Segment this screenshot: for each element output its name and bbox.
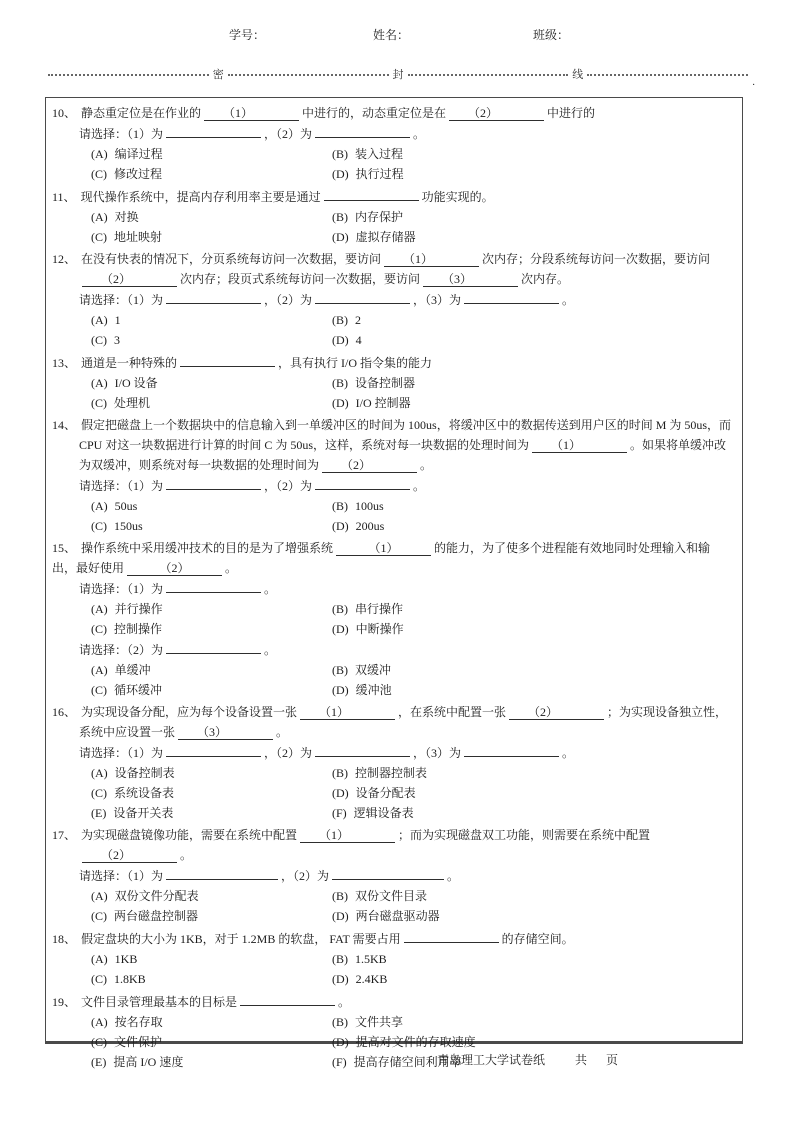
option-A bbox=[91, 886, 332, 906]
option-label: (F) bbox=[332, 1055, 347, 1069]
option-label: (D) bbox=[332, 167, 349, 181]
option-B bbox=[332, 949, 734, 969]
option-B bbox=[332, 207, 734, 227]
stem-text: 次内存；段页式系统每访问一次数据，要访问 bbox=[180, 272, 421, 286]
option-label: (E) bbox=[91, 1055, 107, 1069]
option-text: 中断操作 bbox=[355, 622, 404, 636]
option-D bbox=[332, 516, 734, 536]
option-A bbox=[91, 144, 332, 164]
option-B bbox=[332, 310, 734, 330]
question-number: 13、 bbox=[52, 356, 77, 370]
stem-text: ；而为实现磁盘双工功能，则需要在系统中配置 bbox=[398, 828, 651, 842]
option-text: 2 bbox=[355, 313, 361, 327]
blank-underline bbox=[315, 123, 410, 138]
blank-underline bbox=[315, 475, 410, 490]
option-label: (D) bbox=[332, 909, 349, 923]
paper-name: 青岛理工大学试卷纸 bbox=[437, 1053, 546, 1067]
option-text: 1 bbox=[114, 313, 121, 327]
question-15 bbox=[52, 538, 734, 700]
option-B bbox=[332, 496, 734, 516]
question-number: 15、 bbox=[52, 541, 77, 555]
option-D bbox=[332, 783, 734, 803]
stem-text: 假定把磁盘上一个数据块中的信息输入到一单缓冲区的时间为 100us，将缓冲区中的数据传送到用户区的时间 M 为 50us，而 CPU 对这一块数据进行计算的时间 C 为 50us，这样，系统对每一块数据的处理时间为 bbox=[79, 418, 732, 452]
choose-line bbox=[79, 578, 734, 599]
footer-page-label: 页 bbox=[606, 1053, 619, 1067]
option-label: (E) bbox=[91, 806, 107, 820]
question-10 bbox=[52, 103, 734, 184]
blank-underline bbox=[166, 639, 261, 654]
option-E bbox=[91, 803, 332, 823]
blank-underline: （3） bbox=[178, 725, 273, 740]
stem-text: 。 bbox=[180, 848, 193, 862]
blank-underline bbox=[324, 186, 419, 201]
student-id-label: 学号： bbox=[229, 28, 266, 42]
option-label: (B) bbox=[332, 376, 348, 390]
option-label: (D) bbox=[332, 519, 349, 533]
blank-underline bbox=[240, 991, 335, 1006]
question-11 bbox=[52, 186, 734, 247]
blank-underline bbox=[166, 742, 261, 757]
stem-text: 。 bbox=[562, 746, 575, 760]
option-text: 设备控制器 bbox=[355, 376, 416, 390]
option-text: 虚拟存储器 bbox=[355, 230, 416, 244]
options-grid bbox=[91, 763, 734, 823]
option-text: 4 bbox=[355, 333, 362, 347]
choose-line bbox=[79, 289, 734, 310]
options-grid bbox=[91, 373, 734, 413]
option-text: 执行过程 bbox=[355, 167, 404, 181]
question-number: 19、 bbox=[52, 995, 77, 1009]
class-label: 班级： bbox=[533, 28, 570, 42]
option-text: 并行操作 bbox=[114, 602, 163, 616]
question-13 bbox=[52, 352, 734, 413]
question-14 bbox=[52, 415, 734, 536]
option-text: 提高 I/O 速度 bbox=[113, 1055, 184, 1069]
option-B bbox=[332, 144, 734, 164]
option-C bbox=[91, 164, 332, 184]
stem-text: 在没有快表的情况下，分页系统每访问一次数据，要访问 bbox=[81, 252, 382, 266]
options-grid bbox=[91, 310, 734, 350]
question-stem bbox=[52, 991, 734, 1012]
option-text: 装入过程 bbox=[355, 147, 404, 161]
option-label: (D) bbox=[332, 786, 349, 800]
options-grid bbox=[91, 144, 734, 184]
option-label: (D) bbox=[332, 333, 349, 347]
option-text: 双缓冲 bbox=[355, 663, 392, 677]
option-C bbox=[91, 1032, 332, 1052]
options-grid bbox=[91, 599, 734, 639]
option-text: 双份文件目录 bbox=[355, 889, 428, 903]
question-number: 16、 bbox=[52, 705, 77, 719]
option-F bbox=[332, 803, 734, 823]
question-16 bbox=[52, 702, 734, 823]
blank-underline bbox=[464, 289, 559, 304]
option-label: (A) bbox=[91, 313, 108, 327]
question-number: 14、 bbox=[52, 418, 77, 432]
option-label: (A) bbox=[91, 766, 108, 780]
blank-underline: （2） bbox=[82, 848, 177, 863]
option-B bbox=[332, 373, 734, 393]
question-stem bbox=[52, 928, 734, 949]
choose-line bbox=[79, 475, 734, 496]
stem-text: 通道是一种特殊的 bbox=[81, 356, 178, 370]
blank-underline: （2） bbox=[449, 106, 544, 121]
blank-underline bbox=[332, 865, 444, 880]
option-A bbox=[91, 949, 332, 969]
option-text: 提高对文件的存取速度 bbox=[355, 1035, 476, 1049]
option-C bbox=[91, 906, 332, 926]
blank-underline bbox=[166, 289, 261, 304]
stem-text: 的存储空间。 bbox=[501, 932, 574, 946]
question-number: 12、 bbox=[52, 252, 77, 266]
stem-text: 。 bbox=[447, 869, 460, 883]
option-text: 双份文件分配表 bbox=[114, 889, 199, 903]
option-label: (A) bbox=[91, 499, 108, 513]
question-18 bbox=[52, 928, 734, 989]
blank-underline: （3） bbox=[423, 272, 518, 287]
option-text: 编译过程 bbox=[114, 147, 163, 161]
option-text: 内存保护 bbox=[355, 210, 404, 224]
option-text: 两台磁盘控制器 bbox=[114, 909, 199, 923]
option-C bbox=[91, 227, 332, 247]
option-text: 设备分配表 bbox=[355, 786, 416, 800]
option-label: (C) bbox=[91, 683, 107, 697]
question-stem bbox=[52, 538, 734, 578]
question-12 bbox=[52, 249, 734, 350]
option-label: (D) bbox=[332, 683, 349, 697]
stem-text: 。如果将单缓冲改为双缓冲，则系统对每一块数据的处理时间为 bbox=[79, 438, 727, 472]
option-label: (B) bbox=[332, 499, 348, 513]
stem-text: 。 bbox=[225, 561, 238, 575]
option-text: 1.8KB bbox=[114, 972, 146, 986]
option-D bbox=[332, 227, 734, 247]
option-text: 200us bbox=[355, 519, 385, 533]
question-stem bbox=[52, 352, 734, 373]
exam-footer bbox=[45, 1051, 743, 1068]
option-C bbox=[91, 619, 332, 639]
question-stem bbox=[52, 249, 734, 289]
option-text: 循环缓冲 bbox=[114, 683, 163, 697]
stem-text: 次内存；分段系统每访问一次数据，要访问 bbox=[482, 252, 711, 266]
stem-text: 操作系统中采用缓冲技术的目的是为了增强系统 bbox=[81, 541, 334, 555]
option-D bbox=[332, 330, 734, 350]
blank-underline: （2） bbox=[82, 272, 177, 287]
option-text: 50us bbox=[114, 499, 138, 513]
stem-text: 请选择：（2）为 bbox=[79, 643, 164, 657]
options-grid bbox=[91, 207, 734, 247]
option-label: (A) bbox=[91, 1015, 108, 1029]
option-label: (A) bbox=[91, 663, 108, 677]
seal-dotted-segment bbox=[228, 74, 389, 76]
stem-text: 请选择：（1）为 bbox=[79, 293, 164, 307]
stem-text: 。 bbox=[264, 643, 277, 657]
option-A bbox=[91, 599, 332, 619]
blank-underline bbox=[166, 578, 261, 593]
option-label: (A) bbox=[91, 210, 108, 224]
stem-text: ，具有执行 I/O 指令集的能力 bbox=[278, 356, 433, 370]
stem-text: 为实现设备分配，应为每个设备设置一张 bbox=[81, 705, 298, 719]
option-label: (C) bbox=[91, 909, 107, 923]
option-B bbox=[332, 660, 734, 680]
stem-text: 请选择：（1）为 bbox=[79, 127, 164, 141]
option-text: 两台磁盘驱动器 bbox=[355, 909, 440, 923]
blank-underline: （1） bbox=[384, 252, 479, 267]
stem-text: ，（2）为 bbox=[264, 746, 313, 760]
option-text: 控制操作 bbox=[114, 622, 163, 636]
blank-underline bbox=[315, 289, 410, 304]
blank-underline: （1） bbox=[336, 541, 431, 556]
seal-char: 密 bbox=[212, 69, 224, 81]
blank-underline bbox=[166, 475, 261, 490]
option-text: 单缓冲 bbox=[114, 663, 151, 677]
option-text: 文件共享 bbox=[355, 1015, 404, 1029]
seal-end-mark: . bbox=[752, 76, 755, 88]
stem-text: ，（2）为 bbox=[264, 127, 313, 141]
options-grid bbox=[91, 949, 734, 989]
option-text: 处理机 bbox=[114, 396, 151, 410]
option-D bbox=[332, 680, 734, 700]
question-17 bbox=[52, 825, 734, 926]
option-text: 串行操作 bbox=[355, 602, 404, 616]
choose-line bbox=[79, 742, 734, 763]
option-text: 对换 bbox=[114, 210, 139, 224]
stem-text: 静态重定位是在作业的 bbox=[81, 106, 202, 120]
option-A bbox=[91, 1012, 332, 1032]
option-text: 1.5KB bbox=[355, 952, 387, 966]
option-label: (F) bbox=[332, 806, 347, 820]
stem-text: 。 bbox=[338, 995, 351, 1009]
option-B bbox=[332, 886, 734, 906]
option-A bbox=[91, 310, 332, 330]
option-D bbox=[332, 1032, 734, 1052]
option-label: (C) bbox=[91, 786, 107, 800]
option-text: 100us bbox=[355, 499, 384, 513]
option-label: (C) bbox=[91, 230, 107, 244]
option-D bbox=[332, 619, 734, 639]
option-text: 修改过程 bbox=[114, 167, 163, 181]
option-label: (C) bbox=[91, 519, 107, 533]
stem-text: 现代操作系统中，提高内存利用率主要是通过 bbox=[80, 190, 321, 204]
option-label: (A) bbox=[91, 602, 108, 616]
option-C bbox=[91, 969, 332, 989]
stem-text: ；为实现设备独立性，系统中应设置一张 bbox=[79, 705, 728, 739]
question-stem bbox=[52, 103, 734, 123]
blank-underline: （1） bbox=[204, 106, 299, 121]
option-label: (B) bbox=[332, 313, 348, 327]
blank-underline bbox=[315, 742, 410, 757]
blank-underline bbox=[166, 123, 261, 138]
option-label: (B) bbox=[332, 766, 348, 780]
question-stem bbox=[52, 186, 734, 207]
seal-char: 封 bbox=[392, 69, 404, 81]
stem-text: 的能力，为了使多个进程能有效地同时处理输入和输出，最好使用 bbox=[52, 541, 711, 575]
option-label: (A) bbox=[91, 952, 108, 966]
seal-dotted-segment bbox=[587, 74, 748, 76]
option-label: (B) bbox=[332, 889, 348, 903]
stem-text: 文件目录管理最基本的目标是 bbox=[81, 995, 238, 1009]
option-A bbox=[91, 660, 332, 680]
blank-underline: （2） bbox=[322, 458, 417, 473]
stem-text: 请选择：（1）为 bbox=[79, 869, 164, 883]
exam-header bbox=[0, 26, 793, 44]
option-text: 150us bbox=[114, 519, 143, 533]
option-A bbox=[91, 763, 332, 783]
stem-text: ，（2）为 bbox=[264, 293, 313, 307]
stem-text: ，（2）为 bbox=[264, 479, 313, 493]
option-text: 设备控制表 bbox=[114, 766, 175, 780]
stem-text: 。 bbox=[562, 293, 575, 307]
stem-text: 中进行的，动态重定位是在 bbox=[302, 106, 447, 120]
option-C bbox=[91, 516, 332, 536]
option-text: 3 bbox=[114, 333, 120, 347]
option-D bbox=[332, 906, 734, 926]
blank-underline: （2） bbox=[127, 561, 222, 576]
option-text: 地址映射 bbox=[114, 230, 163, 244]
option-text: 缓冲池 bbox=[355, 683, 392, 697]
option-label: (C) bbox=[91, 396, 107, 410]
option-C bbox=[91, 783, 332, 803]
option-label: (A) bbox=[91, 889, 108, 903]
option-D bbox=[332, 969, 734, 989]
choose-line bbox=[79, 123, 734, 144]
choose-line bbox=[79, 865, 734, 886]
stem-text: ，（3）为 bbox=[413, 293, 462, 307]
stem-text: 假定盘块的大小为 1KB，对于 1.2MB 的软盘， FAT 需要占用 bbox=[81, 932, 401, 946]
option-text: I/O 控制器 bbox=[355, 396, 411, 410]
seal-line bbox=[48, 66, 755, 88]
option-text: 提高存储空间利用率 bbox=[353, 1055, 462, 1069]
blank-underline: （1） bbox=[300, 828, 395, 843]
stem-text: ，在系统中配置一张 bbox=[398, 705, 507, 719]
option-D bbox=[332, 164, 734, 184]
option-D bbox=[332, 393, 734, 413]
option-text: 2.4KB bbox=[355, 972, 388, 986]
name-label: 姓名： bbox=[373, 28, 410, 42]
stem-text: 功能实现的。 bbox=[421, 190, 494, 204]
options-grid bbox=[91, 496, 734, 536]
question-number: 11、 bbox=[52, 190, 76, 204]
blank-underline: （1） bbox=[532, 438, 627, 453]
stem-text: 。 bbox=[413, 479, 426, 493]
option-label: (C) bbox=[91, 333, 107, 347]
option-B bbox=[332, 1012, 734, 1032]
option-text: 逻辑设备表 bbox=[353, 806, 414, 820]
stem-text: 请选择：（1）为 bbox=[79, 746, 164, 760]
option-C bbox=[91, 330, 332, 350]
options-grid bbox=[91, 660, 734, 700]
blank-underline: （1） bbox=[300, 705, 395, 720]
option-label: (D) bbox=[332, 1035, 349, 1049]
option-label: (B) bbox=[332, 952, 348, 966]
option-label: (C) bbox=[91, 622, 107, 636]
option-label: (D) bbox=[332, 972, 349, 986]
option-A bbox=[91, 496, 332, 516]
option-label: (A) bbox=[91, 376, 108, 390]
footer-total-label: 共 bbox=[575, 1053, 588, 1067]
option-label: (B) bbox=[332, 663, 348, 677]
stem-text: 请选择：（1）为 bbox=[79, 582, 164, 596]
question-stem bbox=[52, 702, 734, 742]
seal-dotted-segment bbox=[408, 74, 569, 76]
stem-text: 。 bbox=[420, 458, 433, 472]
option-C bbox=[91, 393, 332, 413]
option-label: (D) bbox=[332, 230, 349, 244]
option-text: 按名存取 bbox=[114, 1015, 163, 1029]
option-label: (D) bbox=[332, 622, 349, 636]
option-text: 系统设备表 bbox=[114, 786, 175, 800]
option-label: (A) bbox=[91, 147, 108, 161]
question-number: 18、 bbox=[52, 932, 77, 946]
question-stem bbox=[52, 415, 734, 475]
option-label: (C) bbox=[91, 167, 107, 181]
question-number: 10、 bbox=[52, 106, 77, 120]
question-number: 17、 bbox=[52, 828, 77, 842]
stem-text: ，（2）为 bbox=[281, 869, 330, 883]
stem-text: 请选择：（1）为 bbox=[79, 479, 164, 493]
option-text: 1KB bbox=[114, 952, 138, 966]
option-A bbox=[91, 207, 332, 227]
blank-underline bbox=[404, 928, 499, 943]
stem-text: ，（3）为 bbox=[413, 746, 462, 760]
options-grid bbox=[91, 886, 734, 926]
option-label: (C) bbox=[91, 1035, 107, 1049]
option-C bbox=[91, 680, 332, 700]
option-label: (B) bbox=[332, 210, 348, 224]
option-B bbox=[332, 763, 734, 783]
option-B bbox=[332, 599, 734, 619]
option-text: I/O 设备 bbox=[114, 376, 158, 390]
blank-underline: （2） bbox=[509, 705, 604, 720]
question-stem bbox=[52, 825, 734, 865]
option-label: (B) bbox=[332, 1015, 348, 1029]
option-label: (D) bbox=[332, 396, 349, 410]
option-text: 控制器控制表 bbox=[355, 766, 428, 780]
stem-text: 次内存。 bbox=[521, 272, 570, 286]
seal-char: 线 bbox=[572, 69, 584, 81]
seal-dotted-segment bbox=[48, 74, 209, 76]
blank-underline bbox=[464, 742, 559, 757]
stem-text: 中进行的 bbox=[547, 106, 596, 120]
option-A bbox=[91, 373, 332, 393]
stem-text: 。 bbox=[276, 725, 289, 739]
stem-text: 。 bbox=[413, 127, 426, 141]
option-text: 文件保护 bbox=[114, 1035, 163, 1049]
option-text: 设备开关表 bbox=[113, 806, 174, 820]
blank-underline bbox=[180, 352, 275, 367]
blank-underline bbox=[166, 865, 278, 880]
option-label: (B) bbox=[332, 147, 348, 161]
choose-line bbox=[79, 639, 734, 660]
stem-text: 。 bbox=[264, 582, 277, 596]
stem-text: 为实现磁盘镜像功能，需要在系统中配置 bbox=[81, 828, 298, 842]
option-label: (B) bbox=[332, 602, 348, 616]
option-label: (C) bbox=[91, 972, 107, 986]
